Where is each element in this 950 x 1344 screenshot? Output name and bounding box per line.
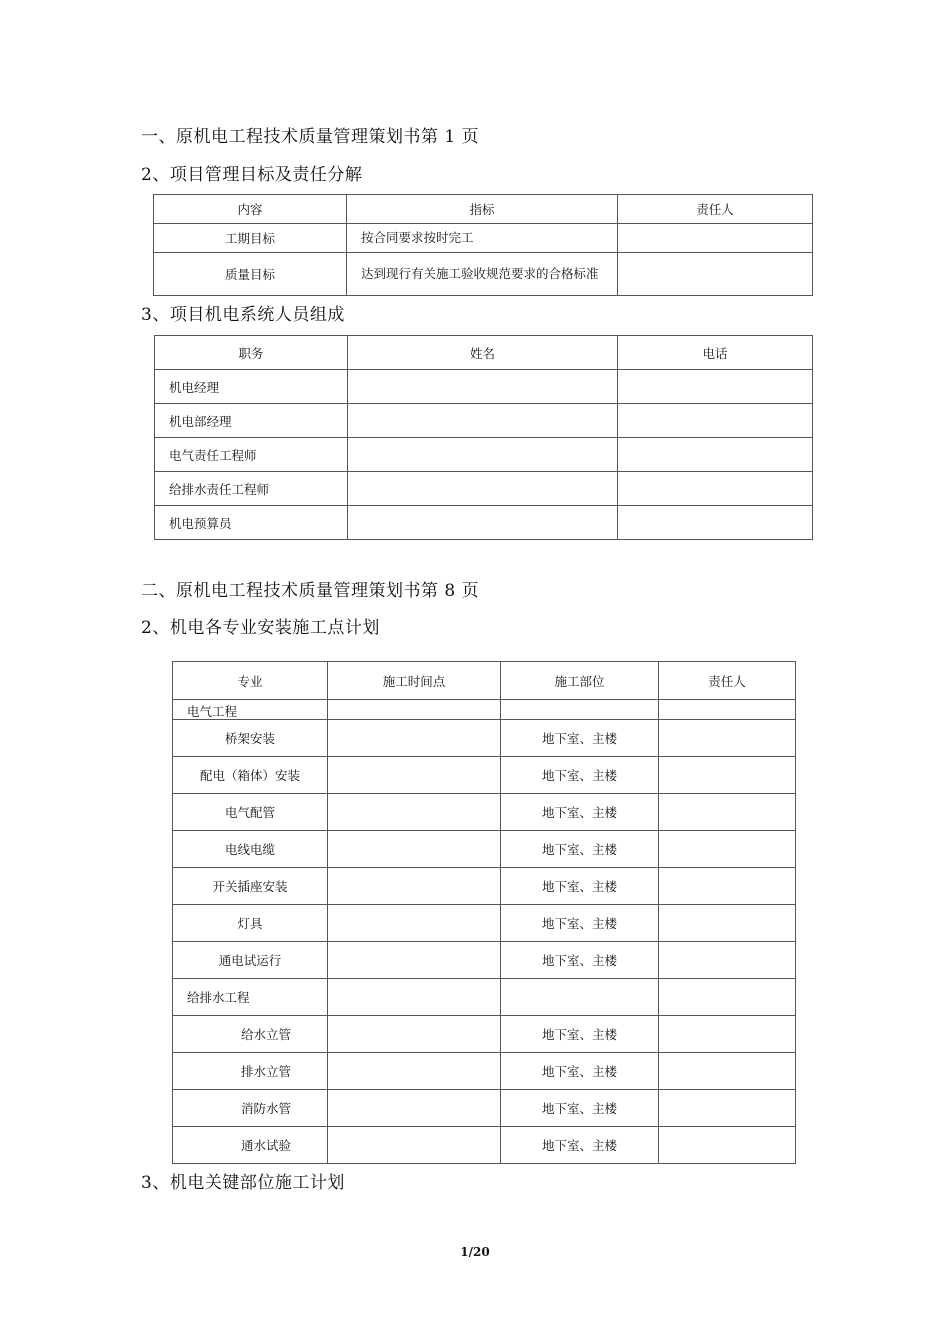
table-cell <box>618 438 813 472</box>
table-cell: 地下室、主楼 <box>501 831 659 868</box>
table-cell <box>659 979 796 1016</box>
table-header-cell: 内容 <box>154 195 347 224</box>
table-cell: 质量目标 <box>154 253 347 296</box>
table-cell: 通电试运行 <box>173 942 328 979</box>
table-cell: 电线电缆 <box>173 831 328 868</box>
table-cell <box>659 831 796 868</box>
table-cell <box>501 700 659 720</box>
table-cell: 地下室、主楼 <box>501 905 659 942</box>
table-cell <box>659 1053 796 1090</box>
table-cell <box>618 404 813 438</box>
section-2-subheading-2: 2、机电各专业安装施工点计划 <box>141 618 380 638</box>
table-cell <box>659 794 796 831</box>
table-cell: 电气责任工程师 <box>155 438 348 472</box>
table-cell: 机电部经理 <box>155 404 348 438</box>
table-cell <box>618 506 813 540</box>
table-cell <box>328 979 501 1016</box>
group-label-plumbing: 给排水工程 <box>173 979 328 1016</box>
table-cell: 桥架安装 <box>173 720 328 757</box>
table-cell: 电气配管 <box>173 794 328 831</box>
table-cell <box>328 757 501 794</box>
table-cell: 给水立管 <box>173 1016 328 1053</box>
table-cell: 按合同要求按时完工 <box>347 224 618 253</box>
table-cell: 地下室、主楼 <box>501 720 659 757</box>
page-number: 1/20 <box>460 1245 490 1259</box>
table-cell <box>659 868 796 905</box>
table-cell <box>348 506 618 540</box>
table-cell: 地下室、主楼 <box>501 1090 659 1127</box>
table-cell <box>659 1127 796 1164</box>
table-cell <box>659 700 796 720</box>
table-cell <box>328 905 501 942</box>
table-cell <box>618 370 813 404</box>
table-header-cell: 施工部位 <box>501 662 659 700</box>
table-cell <box>348 472 618 506</box>
table-cell <box>328 1016 501 1053</box>
table-header-cell: 施工时间点 <box>328 662 501 700</box>
table-cell <box>328 700 501 720</box>
table-cell: 地下室、主楼 <box>501 1016 659 1053</box>
table-cell <box>328 868 501 905</box>
table-cell <box>659 720 796 757</box>
table-cell <box>328 1090 501 1127</box>
table-cell <box>659 1090 796 1127</box>
table-cell: 地下室、主楼 <box>501 794 659 831</box>
table-cell: 灯具 <box>173 905 328 942</box>
table-cell <box>618 253 813 296</box>
table-header-cell: 责任人 <box>618 195 813 224</box>
table-cell <box>348 370 618 404</box>
table-cell <box>659 757 796 794</box>
table-cell <box>618 472 813 506</box>
table-cell: 地下室、主楼 <box>501 942 659 979</box>
table-cell: 开关插座安装 <box>173 868 328 905</box>
section-1-title: 一、原机电工程技术质量管理策划书第 1 页 <box>141 127 480 147</box>
installation-plan-table <box>172 661 796 1164</box>
table-cell <box>348 404 618 438</box>
table-cell: 达到现行有关施工验收规范要求的合格标准 <box>347 253 618 296</box>
table-cell: 地下室、主楼 <box>501 1053 659 1090</box>
table-cell: 给排水责任工程师 <box>155 472 348 506</box>
table-header-cell: 电话 <box>618 336 813 370</box>
table-cell <box>348 438 618 472</box>
table-cell: 机电预算员 <box>155 506 348 540</box>
staff-table <box>154 335 813 540</box>
table-cell: 排水立管 <box>173 1053 328 1090</box>
table-cell <box>328 794 501 831</box>
table-cell: 配电（箱体）安装 <box>173 757 328 794</box>
table-cell: 机电经理 <box>155 370 348 404</box>
table-header-cell: 职务 <box>155 336 348 370</box>
table-header-cell: 指标 <box>347 195 618 224</box>
section-1-subheading-3: 3、项目机电系统人员组成 <box>141 305 345 325</box>
goals-table <box>153 194 813 296</box>
table-cell: 地下室、主楼 <box>501 868 659 905</box>
table-cell: 消防水管 <box>173 1090 328 1127</box>
table-cell <box>328 720 501 757</box>
table-cell <box>659 1016 796 1053</box>
table-cell <box>659 905 796 942</box>
table-cell <box>328 1053 501 1090</box>
section-2-subheading-3: 3、机电关键部位施工计划 <box>141 1173 345 1193</box>
group-label-electrical: 电气工程 <box>173 700 328 720</box>
table-cell <box>328 942 501 979</box>
table-cell <box>659 942 796 979</box>
section-2-title: 二、原机电工程技术质量管理策划书第 8 页 <box>141 581 480 601</box>
table-header-cell: 专业 <box>173 662 328 700</box>
table-header-cell: 姓名 <box>348 336 618 370</box>
table-cell: 工期目标 <box>154 224 347 253</box>
table-cell <box>328 831 501 868</box>
section-1-subheading-2: 2、项目管理目标及责任分解 <box>141 165 363 185</box>
table-cell: 地下室、主楼 <box>501 757 659 794</box>
table-cell: 地下室、主楼 <box>501 1127 659 1164</box>
table-header-cell: 责任人 <box>659 662 796 700</box>
table-cell: 通水试验 <box>173 1127 328 1164</box>
table-cell <box>618 224 813 253</box>
table-cell <box>501 979 659 1016</box>
table-cell <box>328 1127 501 1164</box>
